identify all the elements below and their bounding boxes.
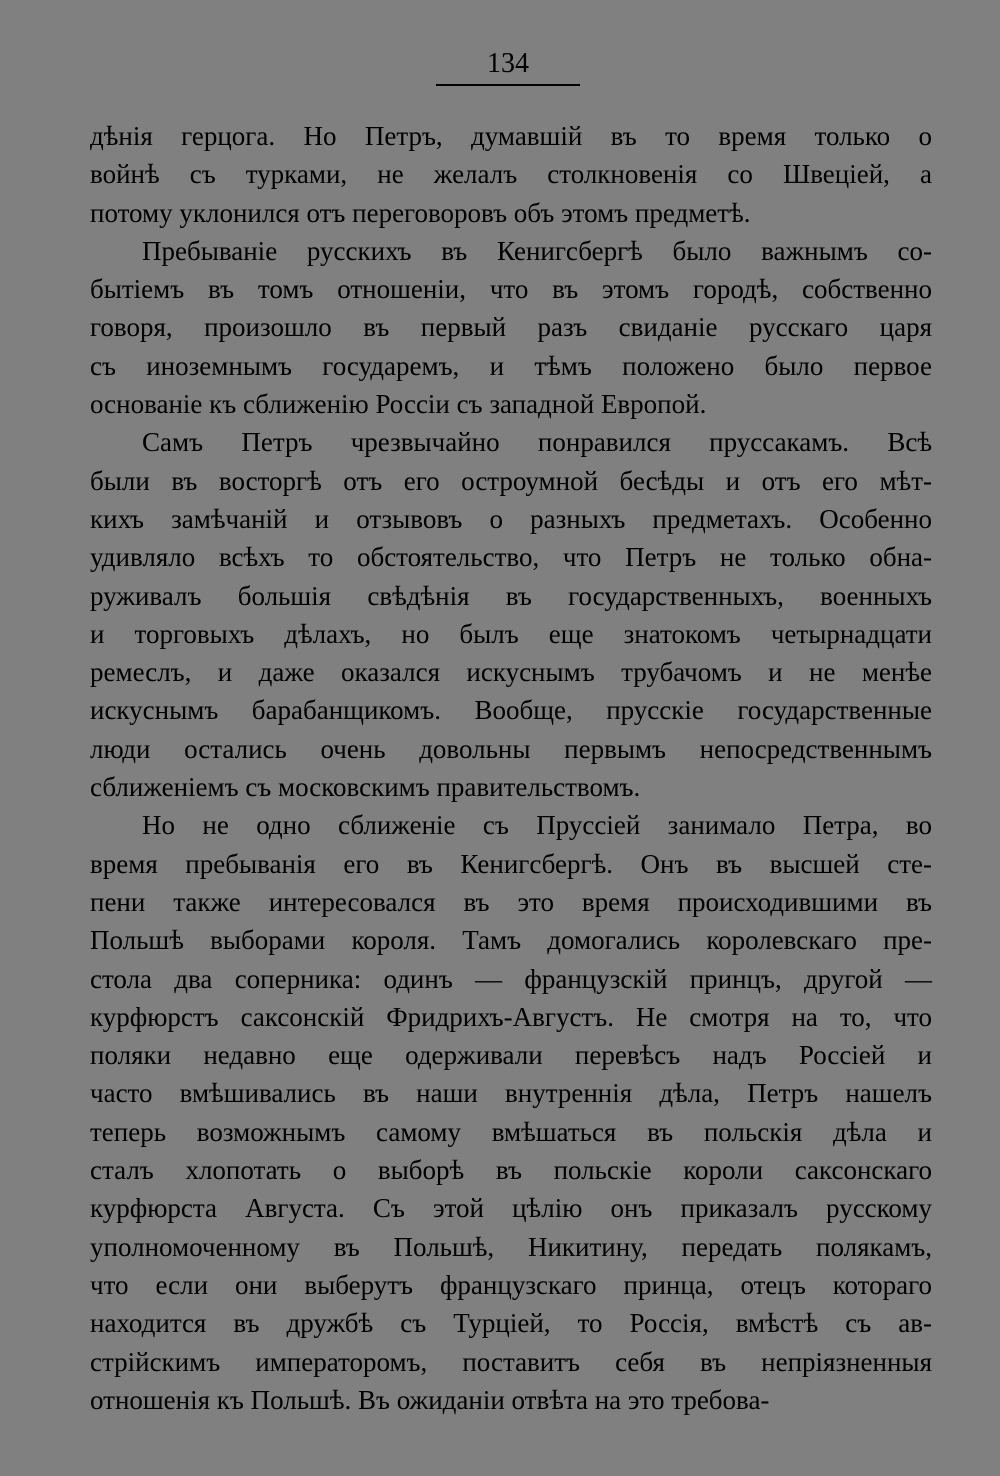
paragraph: [90, 423, 932, 806]
text-line: пени также интересовался въ это время происходившими въ: [90, 886, 932, 917]
text-line: бытіемъ въ томъ отношеніи, что въ этомъ городѣ, собственно: [90, 274, 932, 305]
text-line: ремеслъ, и даже оказался искуснымъ трубачомъ и не менѣе: [90, 657, 932, 688]
text-line: Пребываніе русскихъ въ Кенигсбергѣ было важнымъ со-: [142, 235, 932, 266]
text-line: поляки недавно еще одерживали перевѣсъ надъ Россіей и: [90, 1040, 932, 1071]
text-line: люди остались очень довольны первымъ непосредственнымъ: [90, 733, 932, 764]
text-line: что если они выберутъ французскаго принца, отецъ котораго: [90, 1269, 932, 1300]
text-line: находится въ дружбѣ съ Турціей, то Россія, вмѣстѣ съ ав-: [90, 1308, 932, 1339]
text-line: стола два соперника: одинъ — французскій принцъ, другой —: [90, 963, 932, 994]
text-line: руживалъ большія свѣдѣнія въ государственныхъ, военныхъ: [90, 580, 932, 611]
text-line: войнѣ съ турками, не желалъ столкновенія со Швеціей, а: [90, 159, 932, 190]
text-line: курфюрста Августа. Съ этой цѣлію онъ приказалъ русскому: [90, 1193, 932, 1224]
text-line: уполномоченному въ Польшѣ, Никитину, передать полякамъ,: [90, 1231, 932, 1262]
text-line: основаніе къ сближенію Россіи съ западной Европой.: [90, 389, 707, 420]
text-line: сталъ хлопотать о выборѣ въ польскіе короли саксонскаго: [90, 1155, 932, 1186]
text-line: съ иноземнымъ государемъ, и тѣмъ положено было первое: [90, 350, 932, 381]
text-line: курфюрстъ саксонскій Фридрихъ-Августъ. Не смотря на то, что: [90, 1001, 932, 1032]
text-line: говоря, произошло въ первый разъ свиданіе русскаго царя: [90, 312, 932, 343]
paragraph: [90, 806, 932, 1419]
text-body: [90, 117, 932, 1419]
paragraph: [90, 117, 932, 232]
text-line: были въ восторгѣ отъ его остроумной бесѣды и отъ его мѣт-: [90, 465, 932, 496]
text-line: и торговыхъ дѣлахъ, но былъ еще знатокомъ четырнадцати: [90, 618, 932, 649]
text-line: часто вмѣшивались въ наши внутреннія дѣла, Петръ нашелъ: [90, 1078, 932, 1109]
text-line: дѣнія герцога. Но Петръ, думавшій въ то время только о: [90, 121, 932, 151]
text-line: Самъ Петръ чрезвычайно понравился пруссакамъ. Всѣ: [142, 427, 932, 458]
text-line: удивляло всѣхъ то обстоятельство, что Петръ не только обна-: [90, 542, 932, 573]
text-line: потому уклонился отъ переговоровъ объ этомъ предметѣ.: [90, 197, 751, 228]
text-line: время пребыванія его въ Кенигсбергѣ. Онъ въ высшей сте-: [90, 848, 932, 879]
page-number: 134: [487, 48, 529, 79]
text-line: кихъ замѣчаній и отзывовъ о разныхъ предметахъ. Особенно: [90, 503, 932, 534]
text-line: сближеніемъ съ московскимъ правительствомъ.: [90, 772, 641, 803]
paragraph: [90, 232, 932, 423]
text-line: Польшѣ выборами короля. Тамъ домогались королевскаго пре-: [90, 925, 932, 956]
header-rule: [436, 84, 580, 86]
text-line: теперь возможнымъ самому вмѣшаться въ польскія дѣла и: [90, 1116, 932, 1147]
text-line: искуснымъ барабанщикомъ. Вообще, прусскіе государственные: [90, 695, 932, 726]
text-line: отношенія къ Польшѣ. Въ ожиданіи отвѣта на это требова-: [90, 1384, 770, 1415]
text-line: Но не одно сближеніе съ Пруссіей занимало Петра, во: [142, 810, 932, 841]
text-line: стрійскимъ императоромъ, поставитъ себя въ непріязненныя: [90, 1346, 932, 1377]
